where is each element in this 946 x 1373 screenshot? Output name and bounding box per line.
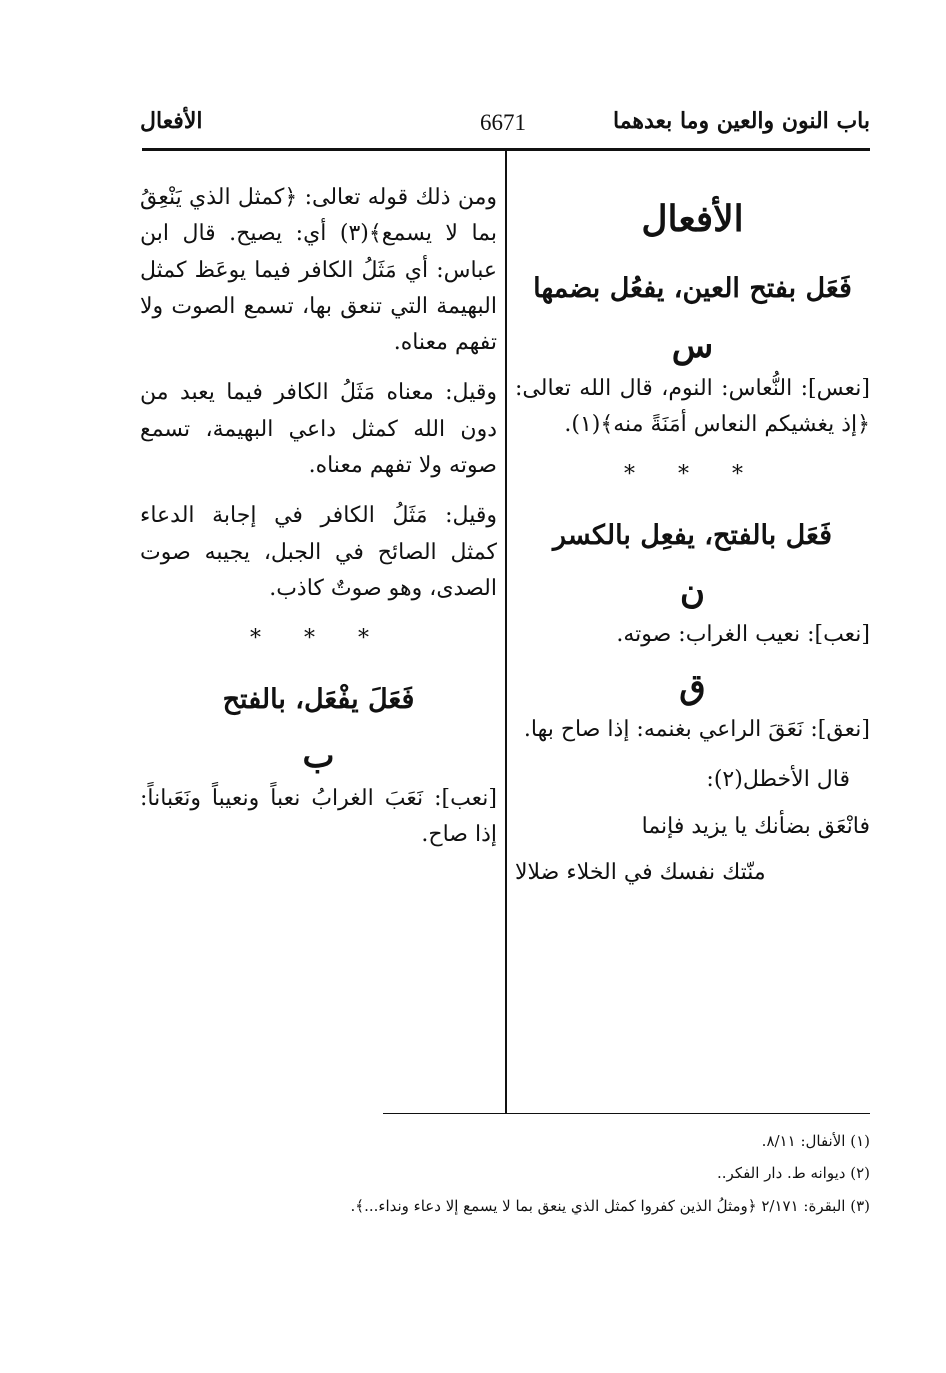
dictionary-entry: [نعب]: نَعَبَ الغرابُ نعباً ونعيباً ونَعَباناً: إذا صاح. (140, 785, 497, 848)
footnotes (230, 1125, 870, 1222)
right-column (515, 190, 870, 901)
commentary-paragraph: وقيل: معناه مَثَلُ الكافر فيما يعبد من دون الله كمثل داعي البهيمة، تسمع صوته ولا تفهم معناه. (140, 380, 497, 479)
section-heading: فَعَل بالفتح، يفعِل بالكسر (552, 519, 832, 551)
commentary-paragraph: وقيل: مَثَلُ الكافر في إجابة الدعاء كمثل الصائح في الجبل، يجيبه صوت الصدى، وهو صوتٌ كاذب. (140, 503, 497, 601)
main-heading: الأفعال (641, 198, 744, 240)
commentary-paragraph: ومن ذلك قوله تعالى: ﴿كمثل الذي يَنْعِقُ بما لا يسمع﴾(٣) أي: يصيح. قال ابن عباس: أي مَثَلُ الكافر فيما يوعَظ كمثل البهيمة التي تنعق بها، تسمع الصوت ولا تفهم معناه. (140, 185, 497, 356)
page-number: 6671 (480, 110, 526, 135)
poem-verse: منّتك نفسك في الخلاء ضلالا (515, 859, 766, 885)
section-separator: * * * (624, 462, 761, 488)
section-separator: * * * (250, 626, 387, 652)
poem-verse: فانْعَق بضأنك يا يزيد فإنما (641, 813, 870, 839)
quote-intro: قال الأخطل(٢): (706, 767, 850, 793)
footnote: (٢) ديوانه ط. دار الفكر.. (717, 1164, 870, 1183)
letter-heading: ق (679, 667, 706, 708)
dictionary-entry: [نعب]: نعيب الغراب: صوته. (616, 621, 870, 647)
section-heading: فَعَلَ يفْعَل، بالفتح (222, 683, 415, 715)
section-heading: فَعَل بفتح العين، يفعُل بضمها (533, 273, 852, 305)
column-divider (505, 151, 507, 1113)
letter-heading: ن (680, 572, 705, 613)
dictionary-entry: [نعق]: نَعَقَ الراعي بغنمه: إذا صاح بها. (523, 717, 870, 743)
letter-heading: ب (302, 736, 335, 777)
left-column (140, 180, 497, 868)
running-header (140, 108, 870, 148)
dictionary-entry: [نعس]: النُّعاس: النوم، قال الله تعالى: ﴿إذ يغشيكم النعاس أمَنَةً منه﴾(١). (515, 375, 870, 438)
chapter-title: باب النون والعين وما بعدهما (612, 108, 870, 134)
footnote: (٣) البقرة: ٢/١٧١ ﴿ومثلُ الذين كفروا كمثل الذي ينعق بما لا يسمع إلا دعاء ونداء...﴾. (350, 1196, 870, 1215)
section-title: الأفعال (140, 108, 203, 134)
footnote-rule (383, 1113, 870, 1114)
footnote: (١) الأنفال: ٨/١١. (761, 1132, 870, 1150)
letter-heading: س (671, 325, 714, 366)
